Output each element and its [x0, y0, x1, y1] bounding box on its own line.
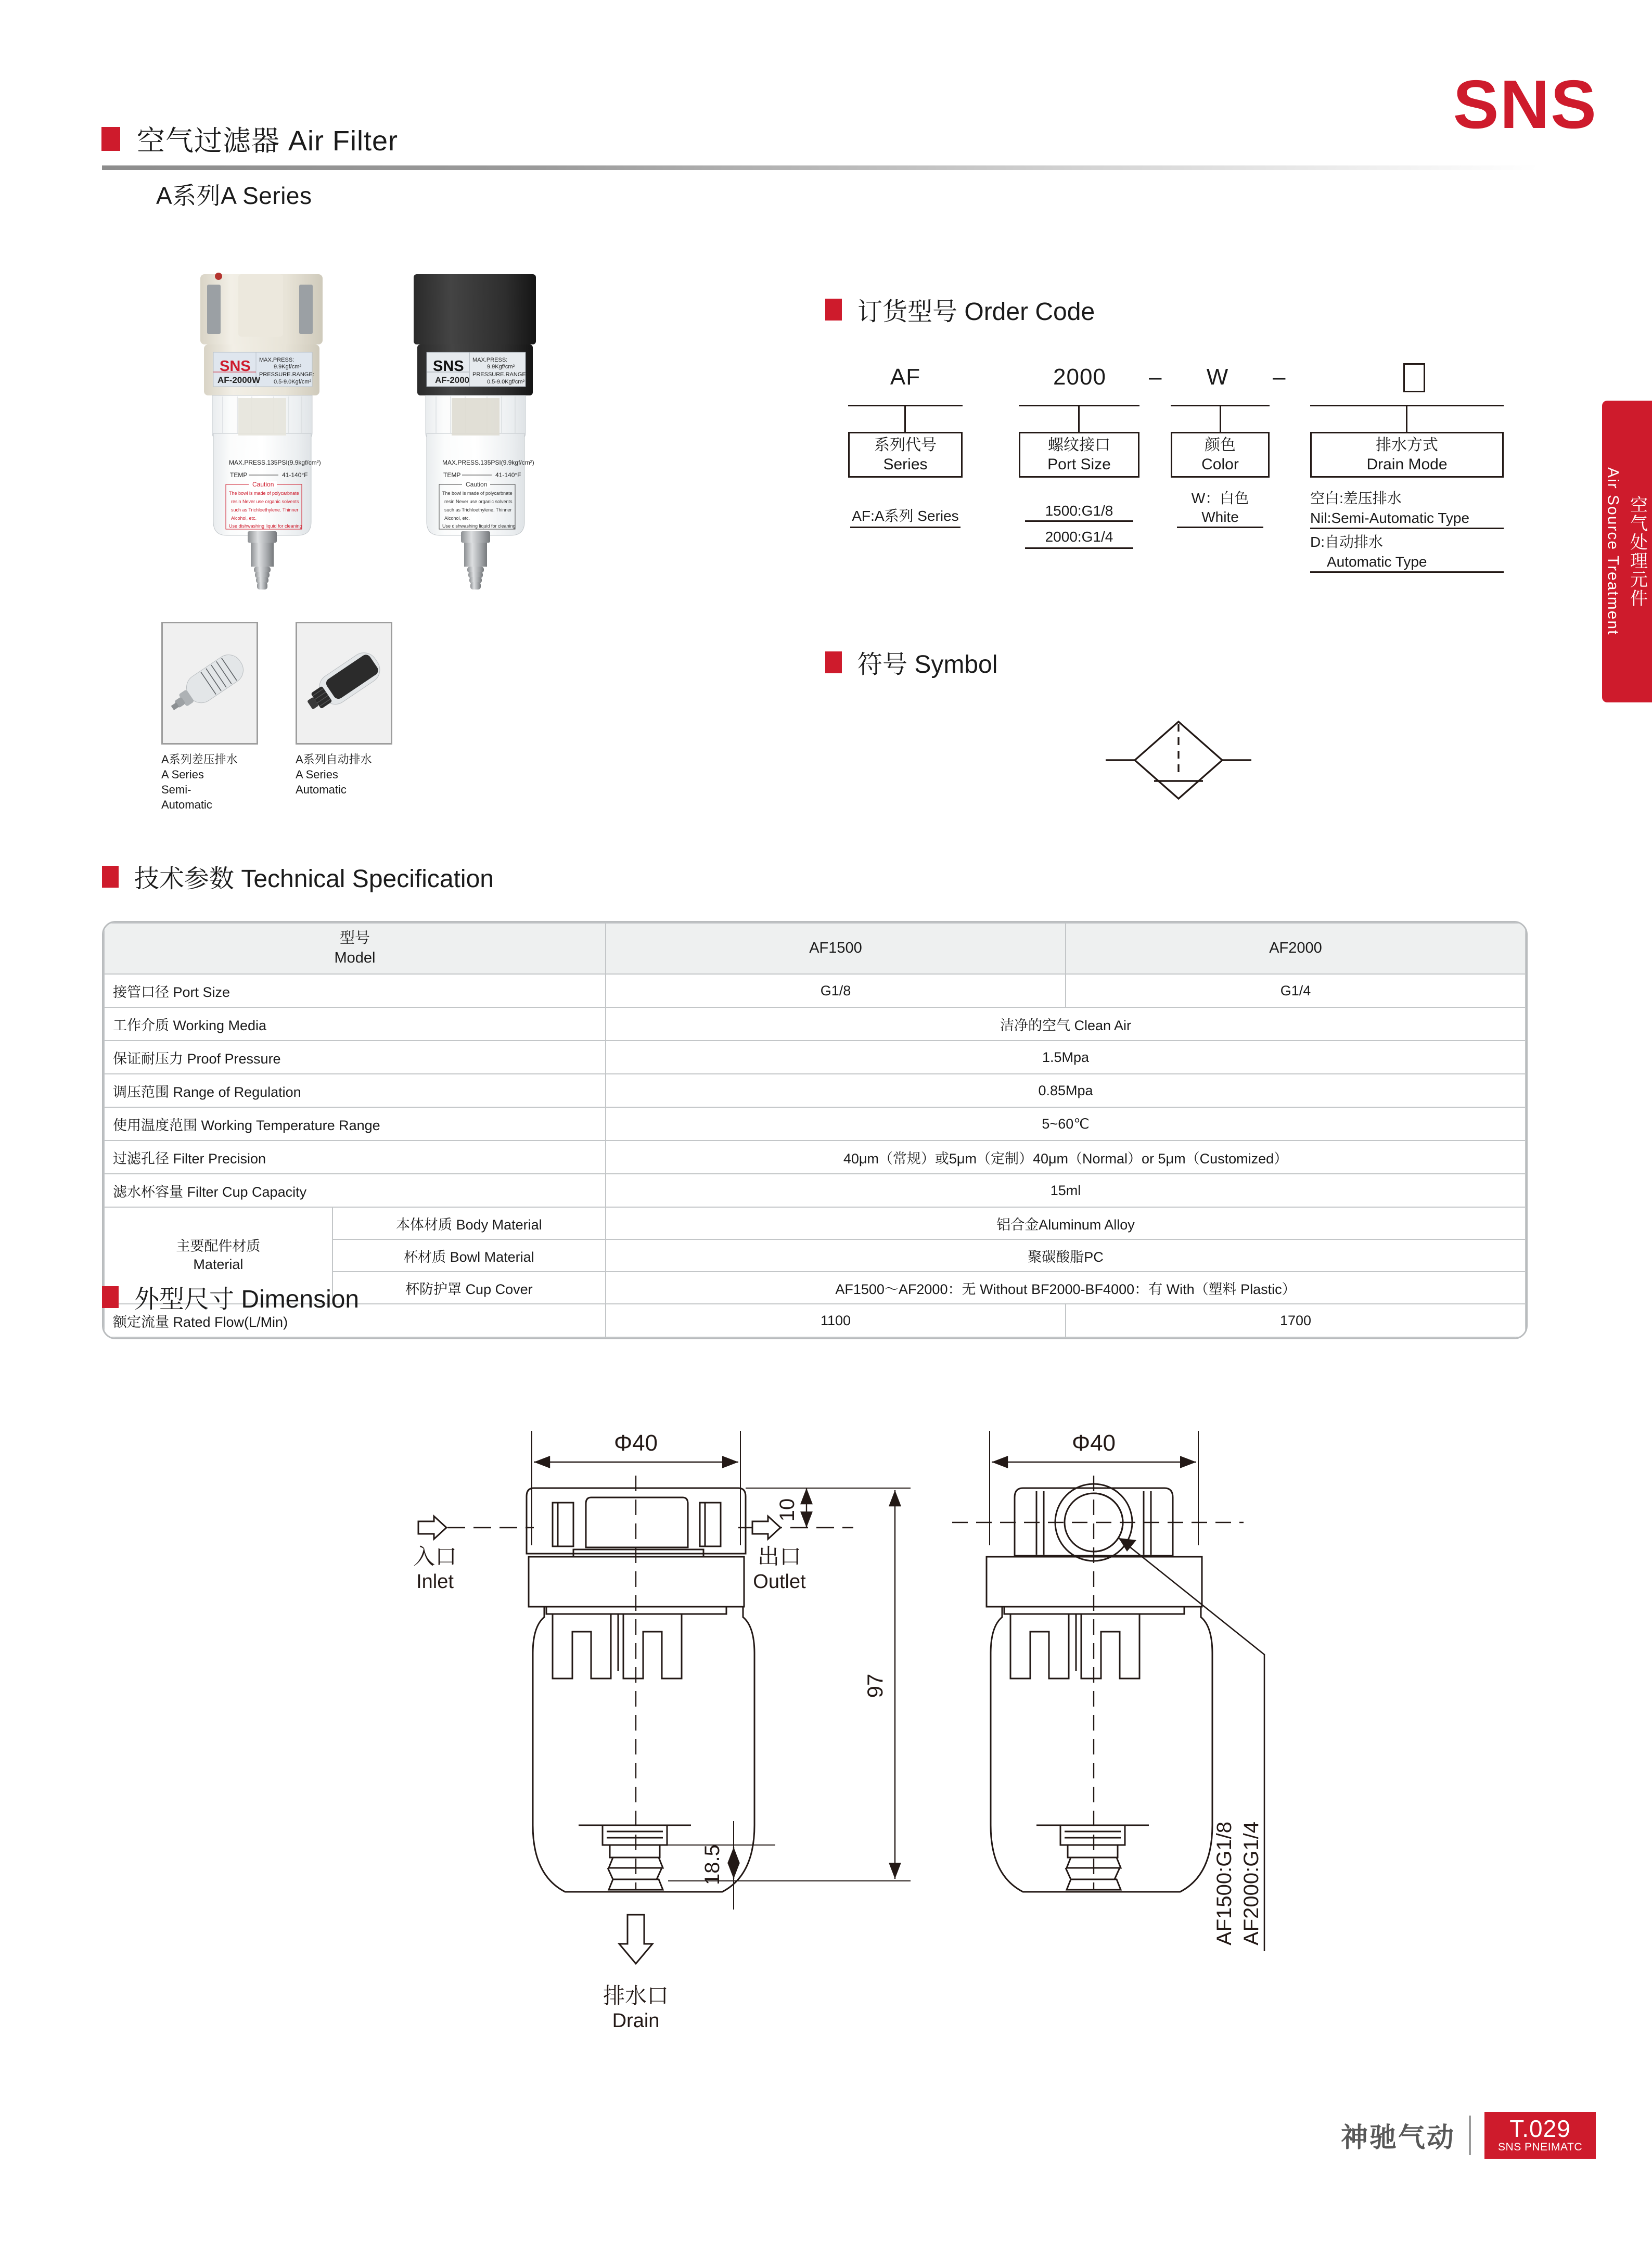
table-header-model-cn: 型号 [339, 930, 370, 947]
product-photo-pair [172, 242, 588, 596]
subtitle-en: A Series [221, 182, 312, 209]
page-subtitle [156, 177, 312, 211]
row-value-bowl-material: 聚碳酸脂PC [606, 1239, 1526, 1272]
order-code-box-color-en: Color [1201, 456, 1239, 473]
svg-text:SNS: SNS [433, 358, 464, 375]
row-sublabel-cup-cover: 杯防护罩 Cup Cover [332, 1272, 606, 1304]
svg-text:TEMP: TEMP [443, 471, 461, 479]
thumb-cn-1: A系列自动排水 [296, 753, 372, 766]
svg-text:SNS: SNS [220, 358, 251, 375]
page-title-cn: 空气过滤器 [137, 125, 280, 157]
row-value-proof-pressure: 1.5Mpa [606, 1041, 1526, 1074]
thumbnail-image-semi-automatic [161, 622, 258, 745]
row-sublabel-bowl-material: 杯材质 Bowl Material [332, 1239, 606, 1272]
red-square-marker-spec [102, 866, 119, 888]
svg-text:Caution: Caution [466, 481, 488, 488]
svg-text:Alcohol, etc.: Alcohol, etc. [231, 516, 257, 521]
row-value-rated-flow-af2000: 1700 [1066, 1304, 1526, 1337]
row-value-rated-flow-af1500: 1100 [606, 1304, 1066, 1337]
order-code-note-underline-series [850, 527, 961, 528]
order-code-box-port-en: Port Size [1047, 456, 1111, 473]
dim-height-97: 97 [863, 1673, 887, 1698]
order-code-note-underline-port-1 [1025, 520, 1133, 522]
symbol-heading-en: Symbol [914, 651, 998, 678]
order-code-separator-1: – [1149, 364, 1162, 390]
row-sublabel-body-material: 本体材质 Body Material [332, 1207, 606, 1239]
svg-text:0.5-9.0Kgf/cm²: 0.5-9.0Kgf/cm² [487, 379, 525, 385]
table-row-temp-range [104, 1107, 1526, 1141]
svg-text:9.9Kgf/cm²: 9.9Kgf/cm² [487, 364, 515, 370]
dim-offset-10: 10 [776, 1498, 799, 1522]
order-code-note-color-en: White [1201, 509, 1239, 525]
svg-text:Alcohol, etc.: Alcohol, etc. [444, 516, 470, 521]
svg-text:resin Never use organic solv: resin Never use organic solvents [444, 499, 513, 504]
table-row-port-size [104, 974, 1526, 1007]
row-value-port-size-af2000: G1/4 [1066, 974, 1526, 1007]
thumb-en2-1: Automatic [296, 783, 347, 797]
order-code-box-color-cn: 颜色 [1205, 436, 1236, 454]
dim-right-port-af1500: AF1500:G1/8 [1213, 1822, 1236, 1945]
section-heading-spec [102, 859, 494, 894]
order-code-box-color [1171, 432, 1270, 478]
thumbnail-caption-semi-automatic [161, 752, 255, 812]
order-code-box-port [1019, 432, 1139, 478]
svg-text:Use dishwashing liquid for cle: Use dishwashing liquid for cleaning [442, 523, 516, 529]
page-footer [1341, 2112, 1596, 2159]
row-label-rated-flow: 额定流量 Rated Flow(L/Min) [104, 1304, 606, 1337]
svg-text:MAX.PRESS.135PSI(9.9kgf/cm²): MAX.PRESS.135PSI(9.9kgf/cm²) [229, 459, 321, 466]
row-value-temp-range: 5~60℃ [606, 1107, 1526, 1141]
svg-text:PRESSURE.RANGE:: PRESSURE.RANGE: [472, 371, 528, 378]
thumb-cn-0: A系列差压排水 [161, 753, 238, 766]
svg-text:MAX.PRESS:: MAX.PRESS: [472, 357, 508, 363]
table-header-row [104, 923, 1526, 974]
order-code-box-series [848, 432, 963, 478]
svg-text:AF-2000: AF-2000 [435, 375, 470, 385]
table-header-model-en: Model [334, 950, 376, 966]
section-heading-symbol [825, 644, 997, 680]
order-code-box-port-cn: 螺纹接口 [1048, 436, 1110, 454]
order-code-note-color-cn: W：白色 [1191, 490, 1249, 506]
svg-text:The bowl is made of polycarb: The bowl is made of polycarbnate [229, 491, 299, 496]
order-code-note-underline-drain-1 [1310, 528, 1504, 529]
specification-table [102, 921, 1528, 1339]
order-code-note-drain-blank: 空白:差压排水 [1310, 490, 1402, 506]
order-code-token-series: AF [890, 364, 921, 390]
dim-right-port-af2000: AF2000:G1/4 [1240, 1822, 1263, 1945]
row-value-filter-precision: 40μm（常规）或5μm（定制）40μm（Normal）or 5μm（Customized） [606, 1141, 1526, 1174]
footer-company-cn: 神驰气动 [1341, 2123, 1456, 2154]
dim-inlet-cn: 入口 [413, 1544, 457, 1569]
dim-outlet-cn: 出口 [757, 1544, 802, 1569]
dimension-heading-en: Dimension [241, 1286, 360, 1313]
thumbnail-caption-automatic [296, 752, 389, 797]
svg-text:41-140°F: 41-140°F [495, 471, 521, 479]
table-row-cup-capacity [104, 1174, 1526, 1207]
svg-text:AF-2000W: AF-2000W [217, 375, 261, 385]
table-header-af1500: AF1500 [606, 923, 1066, 974]
row-label-proof-pressure: 保证耐压力 Proof Pressure [104, 1041, 606, 1074]
dim-drain-18-5: 18.5 [701, 1844, 724, 1885]
row-label-cup-capacity: 滤水杯容量 Filter Cup Capacity [104, 1174, 606, 1207]
order-code-note-underline-drain-2 [1310, 571, 1504, 573]
row-value-range-regulation: 0.85Mpa [606, 1074, 1526, 1107]
row-value-body-material: 铝合金Aluminum Alloy [606, 1207, 1526, 1239]
order-code-note-drain-nil: Nil:Semi-Automatic Type [1310, 510, 1470, 526]
thumbnail-image-automatic [296, 622, 392, 745]
section-heading-order-code [825, 291, 1095, 327]
order-code-box-drain-en: Drain Mode [1366, 456, 1448, 473]
order-code-note-underline-color [1177, 527, 1263, 528]
order-code-heading-en: Order Code [964, 298, 1095, 326]
table-row-filter-precision [104, 1141, 1526, 1174]
table-row-body-material [104, 1207, 1526, 1239]
row-label-working-media: 工作介质 Working Media [104, 1007, 606, 1041]
page-title-en: Air Filter [288, 125, 399, 157]
order-code-diagram [827, 364, 1545, 572]
thumb-en2-0: Semi- [161, 783, 191, 797]
order-code-token-color: W [1206, 364, 1229, 390]
row-label-port-size: 接管口径 Port Size [104, 974, 606, 1007]
order-code-note-port-1500: 1500:G1/8 [1045, 503, 1113, 519]
dim-right-diameter: Φ40 [1071, 1430, 1116, 1456]
row-value-working-media: 洁净的空气 Clean Air [606, 1007, 1526, 1041]
svg-text:0.5-9.0Kgf/cm²: 0.5-9.0Kgf/cm² [274, 379, 312, 385]
thumb-en3-0: Automatic [161, 798, 212, 812]
footer-page-number: T.029 [1509, 2115, 1571, 2142]
order-code-box-series-cn: 系列代号 [874, 436, 937, 454]
table-header-model [104, 923, 606, 974]
order-code-note-drain-d: D:自动排水 [1310, 534, 1384, 550]
side-tab-label-en: Air Source Treatment [1604, 467, 1622, 636]
order-code-drop-port [1078, 405, 1080, 432]
dim-drain-en: Drain [612, 2010, 660, 2032]
header-divider [102, 165, 1538, 170]
thumb-en1-0: A Series [161, 768, 204, 782]
svg-text:Use dishwashing liquid for cle: Use dishwashing liquid for cleaning [229, 523, 302, 529]
red-square-marker-dimension [102, 1286, 119, 1308]
subtitle-cn: A系列 [156, 182, 221, 209]
svg-text:PRESSURE.RANGE:: PRESSURE.RANGE: [259, 371, 314, 378]
row-label-range-regulation: 调压范围 Range of Regulation [104, 1074, 606, 1107]
svg-text:41-140°F: 41-140°F [282, 471, 308, 479]
side-tab-label-cn: 空气处理元件 [1627, 495, 1647, 608]
order-code-box-drain [1310, 432, 1504, 478]
red-square-marker-order-code [825, 299, 842, 321]
red-square-marker-symbol [825, 651, 842, 673]
symbol-heading-cn: 符号 [857, 651, 908, 678]
dimension-heading-cn: 外型尺寸 [134, 1286, 235, 1313]
red-square-marker [101, 127, 120, 151]
order-code-note-port-2000: 2000:G1/4 [1045, 529, 1113, 545]
footer-company-en: SNS PNEIMATC [1498, 2141, 1582, 2153]
order-code-box-series-en: Series [883, 456, 928, 473]
side-tab-air-source-treatment [1602, 401, 1652, 702]
svg-text:MAX.PRESS:: MAX.PRESS: [259, 357, 294, 363]
footer-page-badge [1484, 2112, 1596, 2159]
order-code-note-series: AF:A系列 Series [852, 508, 959, 524]
order-code-note-underline-port-2 [1025, 547, 1133, 549]
spec-heading-cn: 技术参数 [134, 865, 235, 893]
order-code-heading-cn: 订货型号 [857, 298, 958, 326]
svg-text:The bowl is made of polycarb: The bowl is made of polycarbnate [442, 491, 513, 496]
order-code-drop-color [1220, 405, 1221, 432]
dim-left-diameter: Φ40 [613, 1430, 658, 1456]
dim-outlet-en: Outlet [753, 1571, 806, 1593]
order-code-note-drain-auto: Automatic Type [1327, 554, 1427, 570]
row-label-filter-precision: 过滤孔径 Filter Precision [104, 1141, 606, 1174]
spec-heading-en: Technical Specification [241, 865, 494, 893]
material-group-cn: 主要配件材质 [176, 1238, 261, 1254]
dim-inlet-en: Inlet [416, 1571, 454, 1593]
row-value-port-size-af1500: G1/8 [606, 974, 1066, 1007]
row-value-cup-capacity: 15ml [606, 1174, 1526, 1207]
svg-text:such as Trichloethylene. Thi: such as Trichloethylene. Thinner [231, 507, 299, 513]
dimension-drawings [312, 1374, 1353, 2050]
footer-divider [1469, 2116, 1471, 2155]
order-code-drop-drain [1406, 405, 1407, 432]
order-code-box-drain-cn: 排水方式 [1376, 436, 1438, 454]
svg-text:TEMP: TEMP [230, 471, 248, 479]
thumb-en1-1: A Series [296, 768, 338, 782]
thumbnail-semi-automatic [161, 622, 255, 812]
table-row-working-media [104, 1007, 1526, 1041]
section-heading-dimension [102, 1279, 359, 1315]
svg-text:Caution: Caution [252, 481, 274, 488]
dim-drain-cn: 排水口 [603, 1983, 669, 2008]
material-group-en: Material [193, 1257, 244, 1272]
order-code-drop-series [904, 405, 906, 432]
svg-text:MAX.PRESS.135PSI(9.9kgf/cm²): MAX.PRESS.135PSI(9.9kgf/cm²) [442, 459, 534, 466]
row-value-cup-cover: AF1500～AF2000：无 Without BF2000-BF4000：有 With（塑料 Plastic） [606, 1272, 1526, 1304]
svg-text:9.9Kgf/cm²: 9.9Kgf/cm² [274, 364, 302, 370]
sns-logo: SNS [1453, 66, 1597, 143]
row-label-temp-range: 使用温度范围 Working Temperature Range [104, 1107, 606, 1141]
svg-text:resin Never use organic solv: resin Never use organic solvents [231, 499, 299, 504]
thumbnail-automatic [296, 622, 389, 797]
table-header-af2000: AF2000 [1066, 923, 1526, 974]
table-row-proof-pressure [104, 1041, 1526, 1074]
table-row-range-regulation [104, 1074, 1526, 1107]
svg-text:such as Trichloethylene. Thi: such as Trichloethylene. Thinner [444, 507, 512, 513]
order-code-token-port: 2000 [1053, 364, 1106, 390]
order-code-token-drain-placeholder [1403, 363, 1425, 392]
page-title [101, 119, 398, 159]
pneumatic-filter-symbol [1095, 715, 1262, 809]
order-code-separator-2: – [1273, 364, 1286, 390]
